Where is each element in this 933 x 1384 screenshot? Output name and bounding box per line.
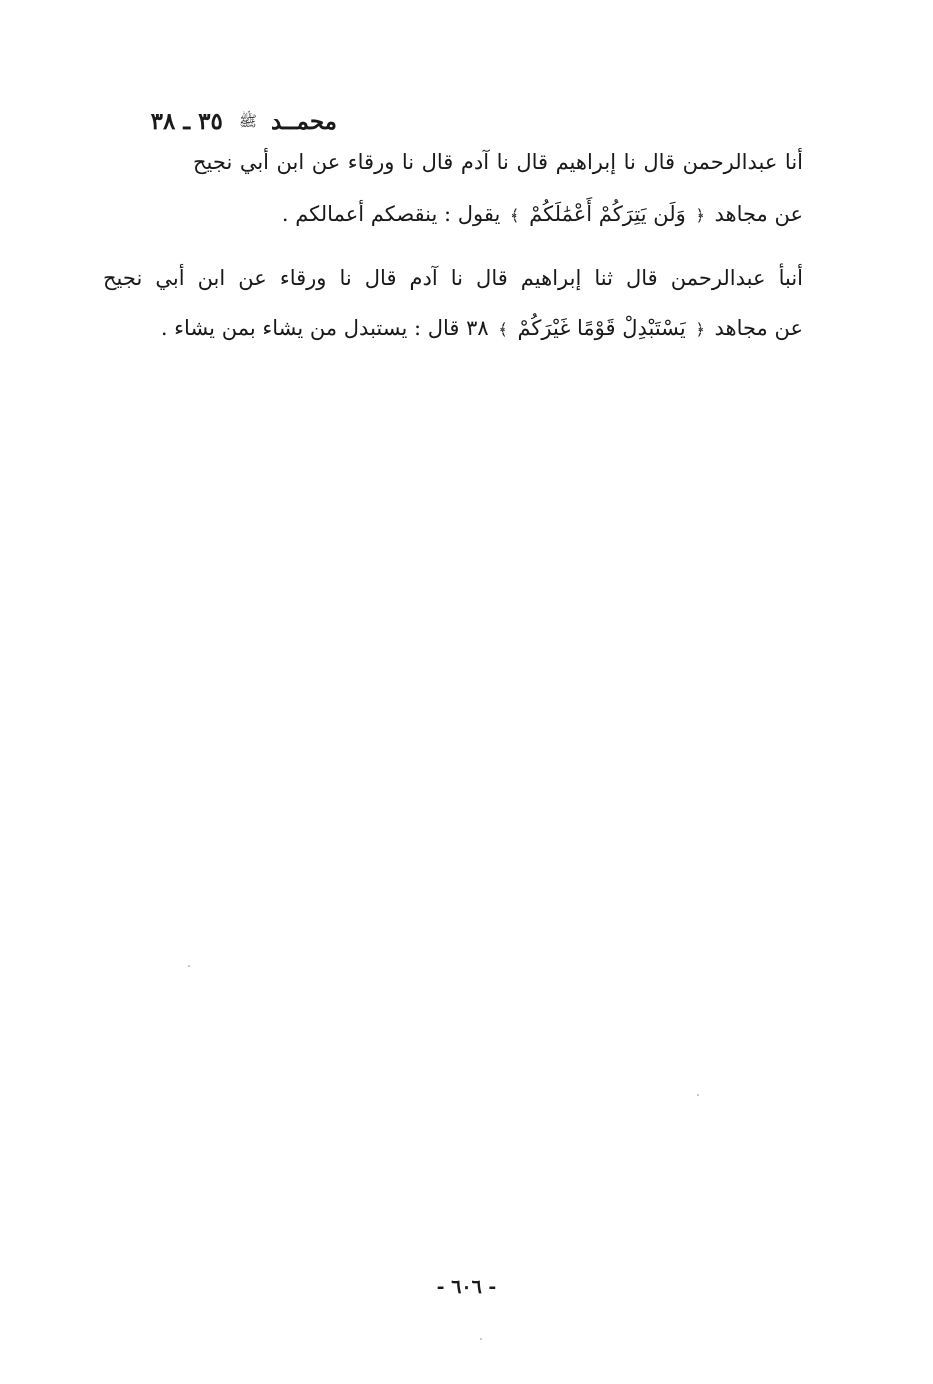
scan-speck [188,965,190,967]
paragraph-2-line-1: أنبأ عبدالرحمن قال ثنا إبراهيم قال نا آدم قال نا ورقاء عن ابن أبي نجيح [103,266,803,290]
surah-name: محمــد [270,108,337,135]
quran-verse-1: وَلَن يَتِرَكُمْ أَعْمَٰلَكُمْ [529,202,686,226]
paragraph-1-line-2 [282,204,803,225]
page-number: - ٦٠٦ - [436,1276,497,1298]
paragraph-2-line-2 [161,318,803,339]
scan-speck [480,1338,482,1340]
paragraph-2-prefix: عن مجاهد [714,316,803,340]
salutation-mark: ﷺ [238,112,257,130]
paragraph-1-commentary: يقول : ينقصكم أعمالكم . [281,202,501,226]
paragraph-2-commentary: ٣٨ قال : يستبدل من يشاء بمن يشاء . [160,316,489,340]
running-header [107,108,337,135]
quran-close-bracket: ﴾ [510,206,520,225]
quran-close-bracket: ﴾ [498,320,508,339]
quran-open-bracket: ﴿ [695,206,705,225]
verse-range: ٣٥ ـ ٣٨ [150,108,223,135]
paragraph-1-line-1: أنا عبدالرحمن قال نا إبراهيم قال نا آدم قال نا ورقاء عن ابن أبي نجيح [193,150,803,174]
quran-open-bracket: ﴿ [695,320,705,339]
scan-speck [697,1094,699,1096]
quran-verse-2: يَسْتَبْدِلْ قَوْمًا غَيْرَكُمْ [517,316,686,340]
paragraph-1-prefix: عن مجاهد [714,202,803,226]
